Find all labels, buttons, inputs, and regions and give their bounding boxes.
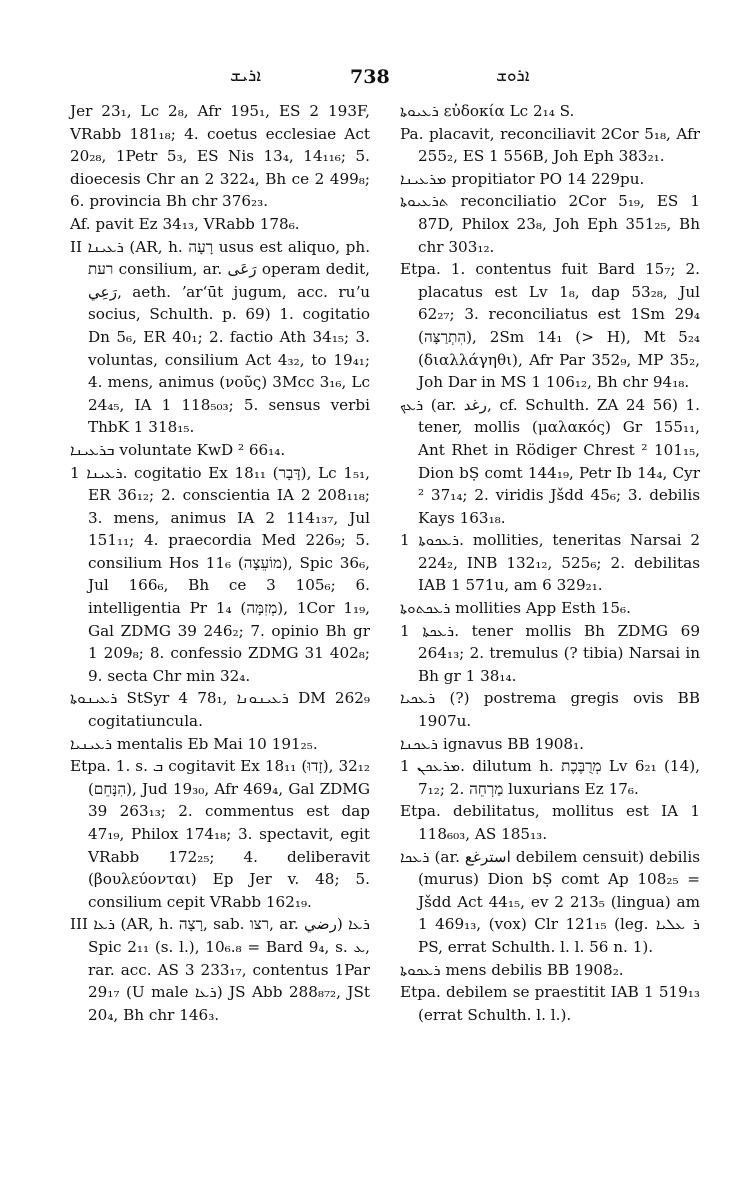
dictionary-entry: Etpa. 1. contentus fuit Bard 15₇; 2. placatus est Lv 1₈, dap 53₂₈, Jul 62₂₇; 3. reconciliatus est 1Sm 29₄ (הִתְרַצָּה), 2Sm 14₁ (> H), Mt 5₂₄ (διαλλάγηθι), Afr Par 352₉, MP 35₂, Joh Dar in MS 1 106₁₂, Bh chr 94₁₈.: [400, 260, 700, 392]
dictionary-entry: ܪܥܝܢܝܐ mentalis Eb Mai 10 191₂₅.: [70, 734, 318, 753]
dictionary-entry: II ܪܥܝܢܐ (AR, h. רָעָה usus est aliquo, ph. רעת consilium, ar. رَعَى operam dedit, رَعِي, aeth. ʼarʻūt jugum, acc. ruʼu socius, Schulth. p. 69) 1. cogitatio Dn 5₆, ER 40₁; 2. factio Ath 34₁₅; 3. voluntas, consilium Act 4₃₂, to 19₄₁; 4. mens, animus (νοῦς) 3Mcc 3₁₆, Lc 24₄₅, IA 1 118₅₀₃; 5. sensus verbi ThbK 1 318₁₅.: [70, 237, 371, 437]
right-column: [400, 100, 700, 1026]
page-header: [0, 66, 750, 96]
dictionary-entry: ܪܥܝܘܬܐ εὐδοκία Lc 2₁₄ S.: [400, 102, 575, 120]
dictionary-entry: Jer 23₁, Lc 2₈, Afr 195₁, ES 2 193F, VRabb 181₁₈; 4. coetus ecclesiae Act 20₂₈, 1Petr 5₃, ES Nis 13₄, 14₁₁₆; 5. dioecesis Chr an 2 322₄, Bh ce 2 499₈; 6. provincia Bh chr 376₂₃.: [70, 102, 370, 211]
dictionary-entry: ܡܪܥܟܢ 1. dilutum h. מְרֻבֶּכֶת Lv 6₂₁ (14), 7₁₂; 2. מַרְחֵה luxurians Ez 17₆.: [400, 757, 700, 798]
dictionary-entry: ܪܥܟ (ar. رغد, cf. Schulth. ZA 24 56) 1. tener, mollis (μαλακός) Gr 155₁₁, Ant Rhet in Rödiger Chrest ² 101₁₅, Dion bṢ comt 144₁₉, Petr Ib 14₄, Cyr ² 37₁₄; 2. viridis Jšdd 45₆; 3. debilis Kays 163₁₈.: [400, 395, 700, 527]
dictionary-entry: Etpa. 1. s. ܒ cogitavit Ex 18₁₁ (זָדוּ), 32₁₂ (הִנָּחֵם), Jud 19₃₀, Afr 469₄, Gal ZDMG 39 263₁₃; 2. commentus est dap 47₁₉, Philox 174₁₈; 3. spectavit, egit VRabb 172₂₅; 4. deliberavit (βουλεύονται) Ep Jer v. 48; 5. consilium cepit VRabb 162₁₉.: [70, 757, 370, 911]
dictionary-entry: ܪܥܟܘܬܐ mens debilis BB 1908₂.: [400, 960, 624, 979]
dictionary-entry: ܪܥܟܬܘܬܐ mollities App Esth 15₆.: [400, 599, 631, 618]
dictionary-entry: ܬܪܥܝܘܬܐ reconciliatio 2Cor 5₁₉, ES 1 87D, Philox 23₈, Joh Eph 351₂₅, Bh chr 303₁₂.: [400, 192, 700, 256]
dictionary-entry: Pa. placavit, reconciliavit 2Cor 5₁₈, Afr 255₂, ES 1 556B, Joh Eph 383₂₁.: [400, 124, 700, 166]
dictionary-entry: III ܪܥܐ (AR, h. רָצָה, sab. רצו, ar. رضي) ܪܥܐ Spic 2₁₁ (s. l.), 10₆.₈ = Bard 9₄, s. ܥ, rar. acc. AS 3 233₁₇, contentus 1Par 29₁₇ (U male ܪܥܐ) JS Abb 288₈₇₂, JSt 20₄, Bh chr 146₃.: [70, 915, 371, 1024]
dictionary-entry: ܡܪܥܝܢܐ propitiator PO 14 229pu.: [400, 169, 645, 188]
dictionary-entry: ܪܥܟܢܐ ignavus BB 1908₁.: [400, 734, 585, 753]
dictionary-entry: ܒܪܥܝܢܐ voluntate KwD ² 66₁₄.: [70, 440, 286, 459]
running-head-left: ܐܪܝܫ: [230, 66, 262, 86]
dictionary-entry: ܪܥܟܐ (ar. استرغع debilem censuit) debilis (murus) Dion bṢ comt Ap 108₂₅ = Jšdd Act 44₁₅, ev 2 213₅ (lingua) am 1 469₁₃, (vox) Clr 121₁₅ (leg. ܪ ܥܠܝܐ PS, errat Schulth. l. l. 56 n. 1).: [400, 847, 701, 956]
dictionary-entry: Etpa. debilitatus, mollitus est IA 1 118₆₀₃, AS 185₁₃.: [400, 802, 700, 843]
dictionary-entry: ܪܥܝܢܘܬܐ StSyr 4 78₁, ܪܥܝܢܘܢܐ DM 262₉ cogitatiuncula.: [70, 689, 371, 731]
dictionary-entry: Etpa. debilem se praestitit IAB 1 519₁₃ (errat Schulth. l. l.).: [400, 983, 700, 1024]
dictionary-entry: ܪܥܟܘܬܐ 1. mollities, teneritas Narsai 2 224₂, INB 132₁₂, 525₆; 2. debilitas IAB 1 571u, am 6 329₂₁.: [400, 531, 700, 595]
page-number: 738: [350, 66, 390, 88]
dictionary-entry: ܪܥܟܝܐ (?) postrema gregis ovis BB 1907u.: [400, 689, 700, 731]
running-head-right: ܐܪܘܫ: [496, 66, 530, 86]
dictionary-entry: Af. pavit Ez 34₁₃, VRabb 178₆.: [70, 214, 300, 233]
left-column: [70, 100, 370, 1026]
dictionary-entry: ܪܥܝܢܐ 1. cogitatio Ex 18₁₁ (דָּבָר), Lc 1₅₁, ER 36₁₂; 2. conscientia IA 2 208₁₁₈; 3. mens, animus IA 2 114₁₃₇, Jul 151₁₁; 4. praecordia Med 226₉; 5. consilium Hos 11₆ (מוֹעֵצָה), Spic 36₆, Jul 166₆, Bh ce 3 105₆; 6. intelligentia Pr 1₄ (מְזִמָּה), 1Cor 1₁₉, Gal ZDMG 39 246₂; 7. opinio Bh gr 1 209₈; 8. confessio ZDMG 31 402₈; 9. secta Chr min 32₄.: [70, 463, 370, 685]
dictionary-entry: ܪܥܟܬܐ 1. tener mollis Bh ZDMG 69 264₁₃; 2. tremulus (? tibia) Narsai in Bh gr 1 38₁₄.: [400, 621, 700, 685]
